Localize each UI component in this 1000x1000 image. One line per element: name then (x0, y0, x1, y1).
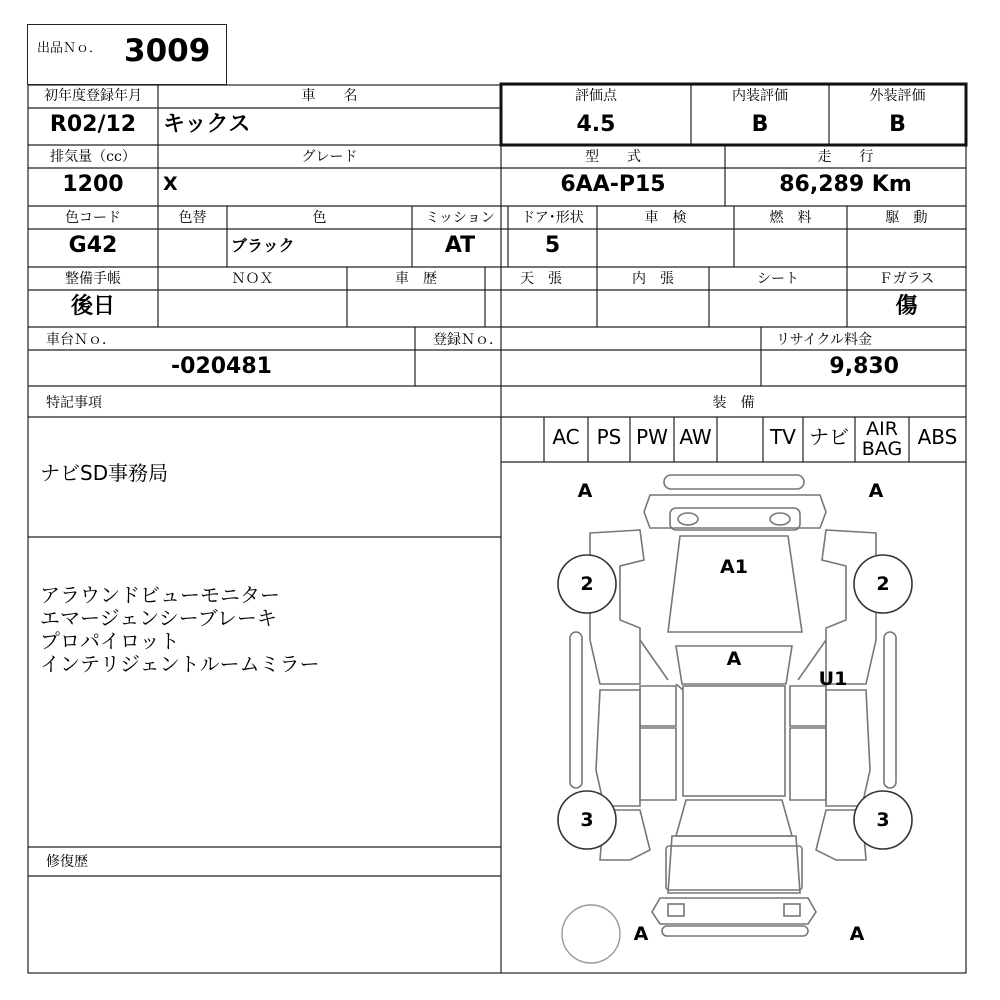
score-value: 4.5 (576, 112, 616, 137)
mark-rear-left-wheel: 3 (580, 809, 594, 831)
mark-front-left: A (577, 480, 593, 502)
notes-item: インテリジェントルームミラー (40, 652, 320, 676)
seat-label: シート (757, 271, 799, 287)
fglass-value: 傷 (895, 294, 918, 319)
repaint-label: 色替 (178, 210, 207, 226)
color-label: 色 (312, 210, 327, 226)
fglass-label: Ｆガラス (878, 271, 935, 287)
mark-rear-right-wheel: 3 (876, 809, 890, 831)
car-name-value: キックス (163, 112, 251, 137)
inspection-label: 車 検 (644, 210, 687, 226)
car-name-label: 車 名 (301, 88, 358, 104)
color-value: ブラック (231, 236, 295, 255)
displacement-label: 排気量（cc） (50, 149, 136, 165)
lot-number-value: 3009 (124, 33, 211, 69)
first-reg-label: 初年度登録年月 (44, 88, 142, 104)
equipment-label: 装 備 (712, 395, 755, 411)
equipment-item-navi: ナビ (809, 425, 849, 449)
mark-rear-right: A (849, 923, 865, 945)
exterior-grade-value: B (889, 112, 906, 137)
interior-grade-label: 内装評価 (732, 88, 788, 104)
notes-item: アラウンドビューモニター (40, 583, 280, 607)
mark-hood: A1 (720, 556, 748, 578)
displacement-value: 1200 (62, 172, 124, 197)
door-label: ドア･形状 (521, 210, 584, 226)
model-label: 型 式 (585, 149, 641, 165)
transmission-value: AT (444, 233, 476, 258)
nox-label: ＮＯＸ (231, 271, 274, 287)
notes-item: エマージェンシーブレーキ (40, 606, 277, 630)
mark-windshield: A (726, 648, 742, 670)
interior-grade-value: B (751, 112, 769, 137)
history-label: 車 歴 (395, 271, 437, 287)
color-code-label: 色コード (65, 210, 121, 226)
repair-label: 修復歴 (46, 854, 88, 870)
lot-number-label: 出品Ｎｏ． (37, 41, 103, 56)
mark-front-left-wheel: 2 (580, 573, 594, 595)
color-code-value: G42 (68, 233, 118, 258)
model-value: 6AA-P15 (560, 172, 666, 197)
chassis-value: -020481 (171, 354, 272, 379)
equipment-item-ac: AC (552, 425, 580, 449)
recycle-label: リサイクル料金 (776, 332, 873, 348)
first-reg-value: R02/12 (49, 112, 137, 137)
transmission-label: ミッション (425, 210, 495, 226)
door-value: 5 (544, 233, 561, 258)
score-label: 評価点 (575, 88, 617, 104)
notes-label: 特記事項 (46, 395, 102, 411)
mark-rear-left: A (633, 923, 649, 945)
interior-lining-label: 内 張 (632, 271, 674, 287)
mileage-label: 走 行 (817, 149, 874, 165)
spare-tire-circle (562, 905, 620, 963)
notes-item: プロパイロット (40, 629, 180, 653)
equipment-item-aw: AW (679, 425, 712, 449)
exterior-grade-label: 外装評価 (869, 88, 926, 104)
mark-front-right: A (868, 480, 884, 502)
mileage-value: 86,289 Km (779, 172, 912, 197)
equipment-item-abs: ABS (917, 425, 958, 449)
maintenance-label: 整備手帳 (65, 271, 121, 287)
chassis-label: 車台Ｎｏ． (46, 332, 116, 348)
equipment-item-pw: PW (636, 425, 668, 449)
roof-label: 天 張 (520, 271, 562, 287)
equipment-item-tv: TV (770, 425, 796, 449)
registration-label: 登録Ｎｏ． (433, 332, 503, 348)
mark-right-door: U1 (818, 668, 848, 690)
equipment-item-airbag: AIR BAG (861, 418, 903, 460)
drive-label: 駆 動 (885, 210, 928, 226)
grade-value: X (163, 173, 178, 195)
notes-line-1: ナビSD事務局 (40, 461, 169, 485)
fuel-label: 燃 料 (769, 210, 812, 226)
maintenance-value: 後日 (70, 294, 115, 319)
grade-label: グレード (301, 149, 358, 165)
equipment-item-ps: PS (596, 425, 622, 449)
mark-front-right-wheel: 2 (876, 573, 890, 595)
recycle-value: 9,830 (829, 354, 899, 379)
